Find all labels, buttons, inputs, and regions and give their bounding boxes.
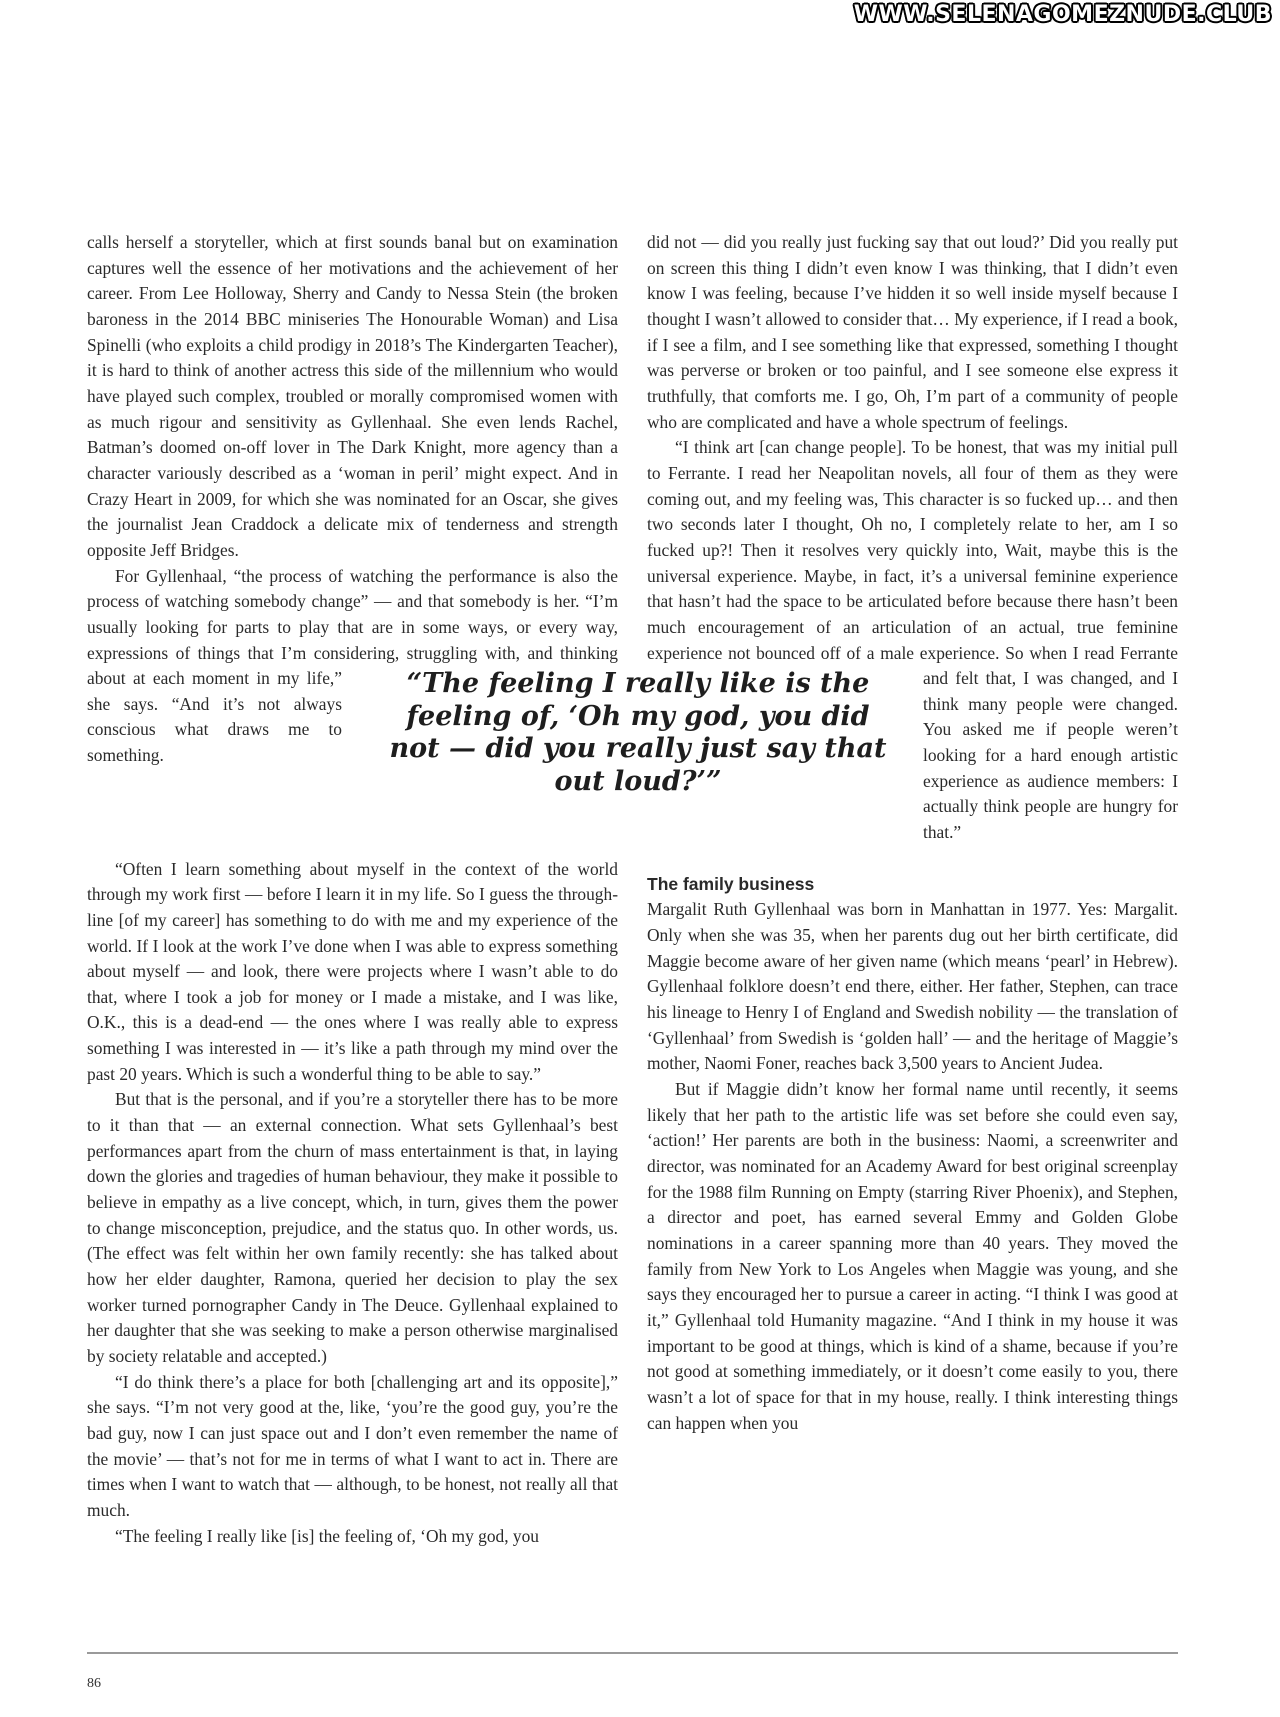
right-paragraph-1: did not — did you really just fucking say that out loud?’ Did you really put on screen this thing I didn’t even know I was thinking, that I didn’t even know I was feeling, because I’ve hidden it so well inside myself because I thought I wasn’t allowed to consider that… My experience, if I read a book, if I see a film, and I see something like that expressed, something I thought was perverse or broken or too painful, and I see someone else express it truthfully, that comforts me. I go, Oh, I’m part of a community of people who are complicated and have a whole spectrum of feelings.	[647, 232, 1178, 432]
left-paragraph-4: But that is the personal, and if you’re a storyteller there has to be more to it than that — an external connection. What sets Gyllenhaal’s best performances apart from the churn of mass entertainment is that, in laying down the glories and tragedies of human behaviour, they make it possible to believe in empathy as a live concept, which, in turn, gives them the power to change misconception, prejudice, and the status quo. In other words, us. (The effect was felt within her own family recently: she has talked about how her elder daughter, Ramona, queried her decision to play the sex worker turned pornographer Candy in The Deuce. Gyllenhaal explained to her daughter that she was seeking to make a person otherwise marginalised by society relatable and accepted.)	[87, 1089, 618, 1366]
pull-quote: “The feeling I really like is the feeling of, ‘Oh my god, you did not — did you really just say that out loud?’”	[389, 668, 887, 797]
left-column	[87, 230, 618, 1549]
left-paragraph-3: “Often I learn something about myself in the context of the world through my work first — before I learn it in my life. So I guess the through-line [of my career] has something to do with me and my experience of the world. If I look at the work I’ve done when I was able to express something about myself — and look, there were projects where I wasn’t able to do that, where I took a job for money or I made a mistake, and I was like, O.K., this is a dead-end — the ones where I was really able to express something I was interested in — it’s like a path through my mind over the past 20 years. Which is such a wonderful thing to be able to say.”	[87, 858, 618, 1084]
right-paragraph-2: “I think art [can change people]. To be honest, that was my initial pull to Ferrante. I read her Neapolitan novels, all four of them as they were coming out, and my feeling was, This character is so fucked up… and then two seconds later I thought, Oh no, I completely relate to her, am I so fucked up?! Then it resolves very quickly into, Wait, maybe this is the universal experience. Maybe, in fact, it’s a universal feminine experience that hasn’t had the space to be articulated before because there hasn’t been much encouragement of an articulation of an actual, true feminine experience not bounced off of a male experience. So when I read Ferrante and felt that, I was changed, and I think many people were changed. You asked me if people weren’t looking for a hard enough artistic experience as audience members: I actually think people are hungry for that.”	[647, 435, 1178, 846]
left-paragraph-1: calls herself a storyteller, which at first sounds banal but on examination captures well the essence of her motivations and the achievement of her career. From Lee Holloway, Sherry and Candy to Nessa Stein (the broken baroness in the 2014 BBC miniseries The Honourable Woman) and Lisa Spinelli (who exploits a child prodigy in 2018’s The Kindergarten Teacher), it is hard to think of another actress this side of the millennium who would have played such complex, troubled or morally compromised women with as much rigour and sensitivity as Gyllenhaal. She even lends Rachel, Batman’s doomed on-off lover in The Dark Knight, more agency than a character variously described as a ‘woman in peril’ might expect. And in Crazy Heart in 2009, for which she was nominated for an Oscar, she gives the journalist Jean Craddock a delicate mix of tenderness and strength opposite Jeff Bridges.	[87, 232, 618, 560]
right-paragraph-4: But if Maggie didn’t know her formal name until recently, it seems likely that her path to the artistic life was set before she could even say, ‘action!’ Her parents are both in the business: Naomi, a screenwriter and director, was nominated for an Academy Award for best original screenplay for the 1988 film Running on Empty (starring River Phoenix), and Stephen, a director and poet, has earned several Emmy and Golden Globe nominations in a career spanning more than 40 years. They moved the family from New York to Los Angeles when Maggie was young, and she says they encouraged her to pursue a career in acting. “I think I was good at it,” Gyllenhaal told Humanity magazine. “And I think in my house it was important to be good at things, which is kind of a shame, because if you’re not good at something immediately, or it doesn’t come easily to you, there wasn’t a lot of space for that in my house, really. I think interesting things can happen when you	[647, 1079, 1178, 1433]
right-column	[647, 230, 1178, 1436]
footer-rule	[87, 1652, 1178, 1654]
page-number: 86	[87, 1676, 101, 1691]
right-paragraph-3: Margalit Ruth Gyllenhaal was born in Manhattan in 1977. Yes: Margalit. Only when she was 35, when her parents dug out her birth certificate, did Maggie become aware of her given name (which means ‘pearl’ in Hebrew). Gyllenhaal folklore doesn’t end there, either. Her father, Stephen, can trace his lineage to Henry I of England and Swedish nobility — the translation of ‘Gyllenhaal’ from Swedish is ‘golden hall’ — and the heritage of Maggie’s mother, Naomi Foner, reaches back 3,500 years to Ancient Judea.	[647, 899, 1178, 1074]
watermark: WWW.SELENAGOMEZNUDE.CLUB	[853, 2, 1272, 27]
section-heading: The family business	[647, 873, 815, 894]
left-paragraph-5: “I do think there’s a place for both [challenging art and its opposite],” she says. “I’m not very good at the, like, ‘you’re the good guy, you’re the bad guy, now I can just space out and I don’t even remember the name of the movie’ — that’s not for me in terms of what I want to act in. There are times when I want to watch that — although, to be honest, not really all that much.	[87, 1371, 618, 1520]
left-paragraph-2: For Gyllenhaal, “the process of watching the performance is also the process of watching somebody change” — and that somebody is her. “I’m usually looking for parts to play that are in some ways, or every way, expressions of things that I’m considering, struggling with, and thinking about at each moment in my life,” she says. “And it’s not always conscious what draws me to something.	[87, 565, 618, 766]
left-paragraph-6: “The feeling I really like [is] the feeling of, ‘Oh my god, you	[115, 1525, 539, 1546]
